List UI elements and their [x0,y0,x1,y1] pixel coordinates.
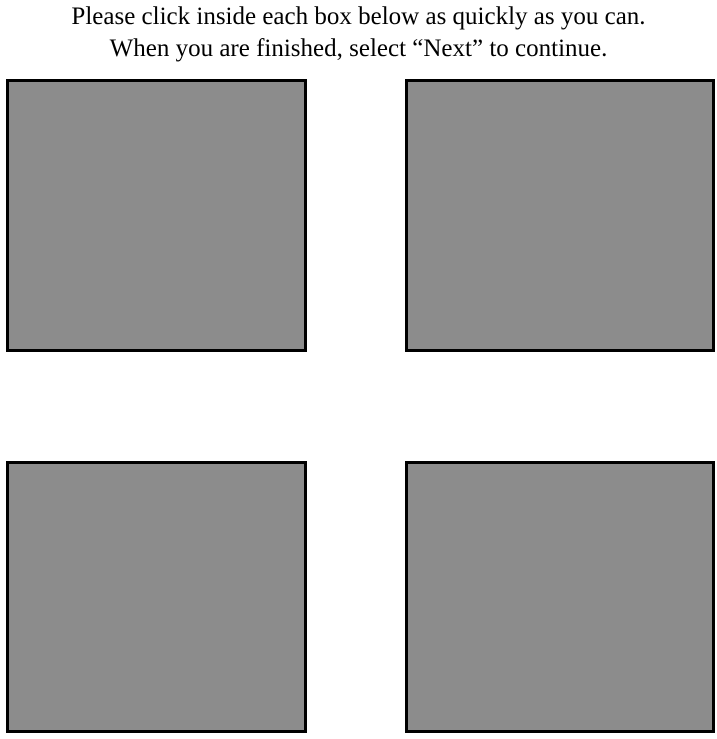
click-box-top-left[interactable] [6,79,307,352]
click-box-bottom-left[interactable] [6,461,307,733]
click-box-top-right[interactable] [405,79,715,352]
instruction-line-1: Please click inside each box below as quickly as you can. [71,3,646,30]
instruction-line-2: When you are finished, select “Next” to continue. [109,35,608,62]
click-box-bottom-right[interactable] [405,461,715,733]
instructions [0,1,717,65]
